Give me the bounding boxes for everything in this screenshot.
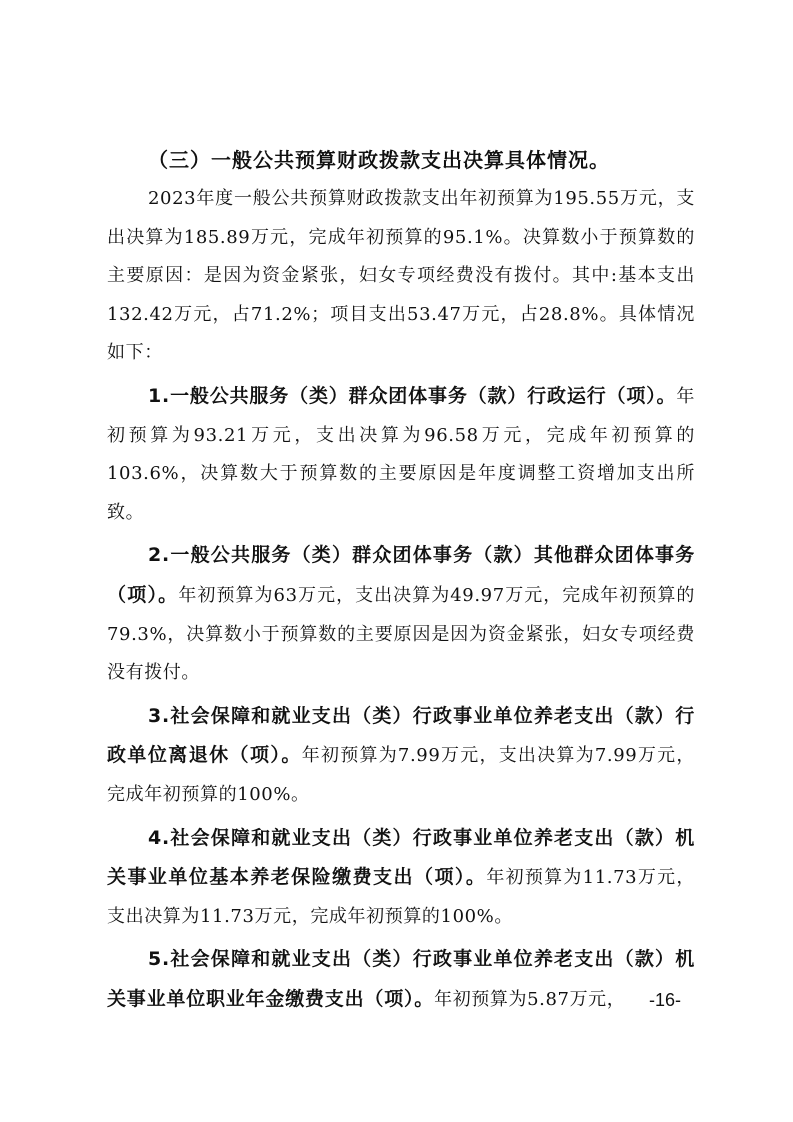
item-1-paragraph [107, 377, 695, 532]
item-5-paragraph [107, 940, 695, 1019]
item-5-title: 5.社会保障和就业支出（类）行政事业单位养老支出（款）机关事业单位职业年金缴费支出（项）。 [107, 948, 695, 1010]
item-3-title: 3.社会保障和就业支出（类）行政事业单位养老支出（款）行政单位离退休（项）。 [107, 704, 695, 767]
item-1-title: 1.一般公共服务（类）群众团体事务（款）行政运行（项）。 [148, 384, 677, 407]
item-1-body: 年初预算为93.21万元，支出决算为96.58万元，完成年初预算的103.6%，决算数大于预算数的主要原因是年度调整工资增加支出所致。 [107, 385, 695, 523]
item-3-body: 年初预算为7.99万元，支出决算为7.99万元，完成年初预算的100%。 [107, 745, 695, 805]
intro-paragraph: 2023年度一般公共预算财政拨款支出年初预算为195.55万元，支出决算为185.89万元，完成年初预算的95.1%。决算数小于预算数的主要原因：是因为资金紧张，妇女专项经费没有拨付。其中:基本支出132.42万元，占71.2%；项目支出53.47万元，占28.8%。具体情况如下： [107, 188, 695, 364]
item-2-title: 2.一般公共服务（类）群众团体事务（款）其他群众团体事务（项）。 [107, 544, 695, 606]
item-4-body: 年初预算为11.73万元，支出决算为11.73万元，完成年初预算的100%。 [107, 867, 695, 927]
item-3-paragraph [107, 697, 695, 815]
document-page [107, 140, 695, 1019]
page-number: -16- [649, 990, 682, 1010]
item-4-paragraph [107, 819, 695, 937]
item-2-body: 年初预算为63万元，支出决算为49.97万元，完成年初预算的79.3%，决算数小于预算数的主要原因是因为资金紧张，妇女专项经费没有拨付。 [107, 584, 696, 684]
item-2-paragraph [107, 536, 695, 692]
item-4-title: 4.社会保障和就业支出（类）行政事业单位养老支出（款）机关事业单位基本养老保险缴费支出（项）。 [107, 826, 695, 889]
item-5-body: 年初预算为5.87万元， [434, 988, 626, 1010]
section-heading: （三）一般公共预算财政拨款支出决算具体情况。 [148, 148, 610, 172]
